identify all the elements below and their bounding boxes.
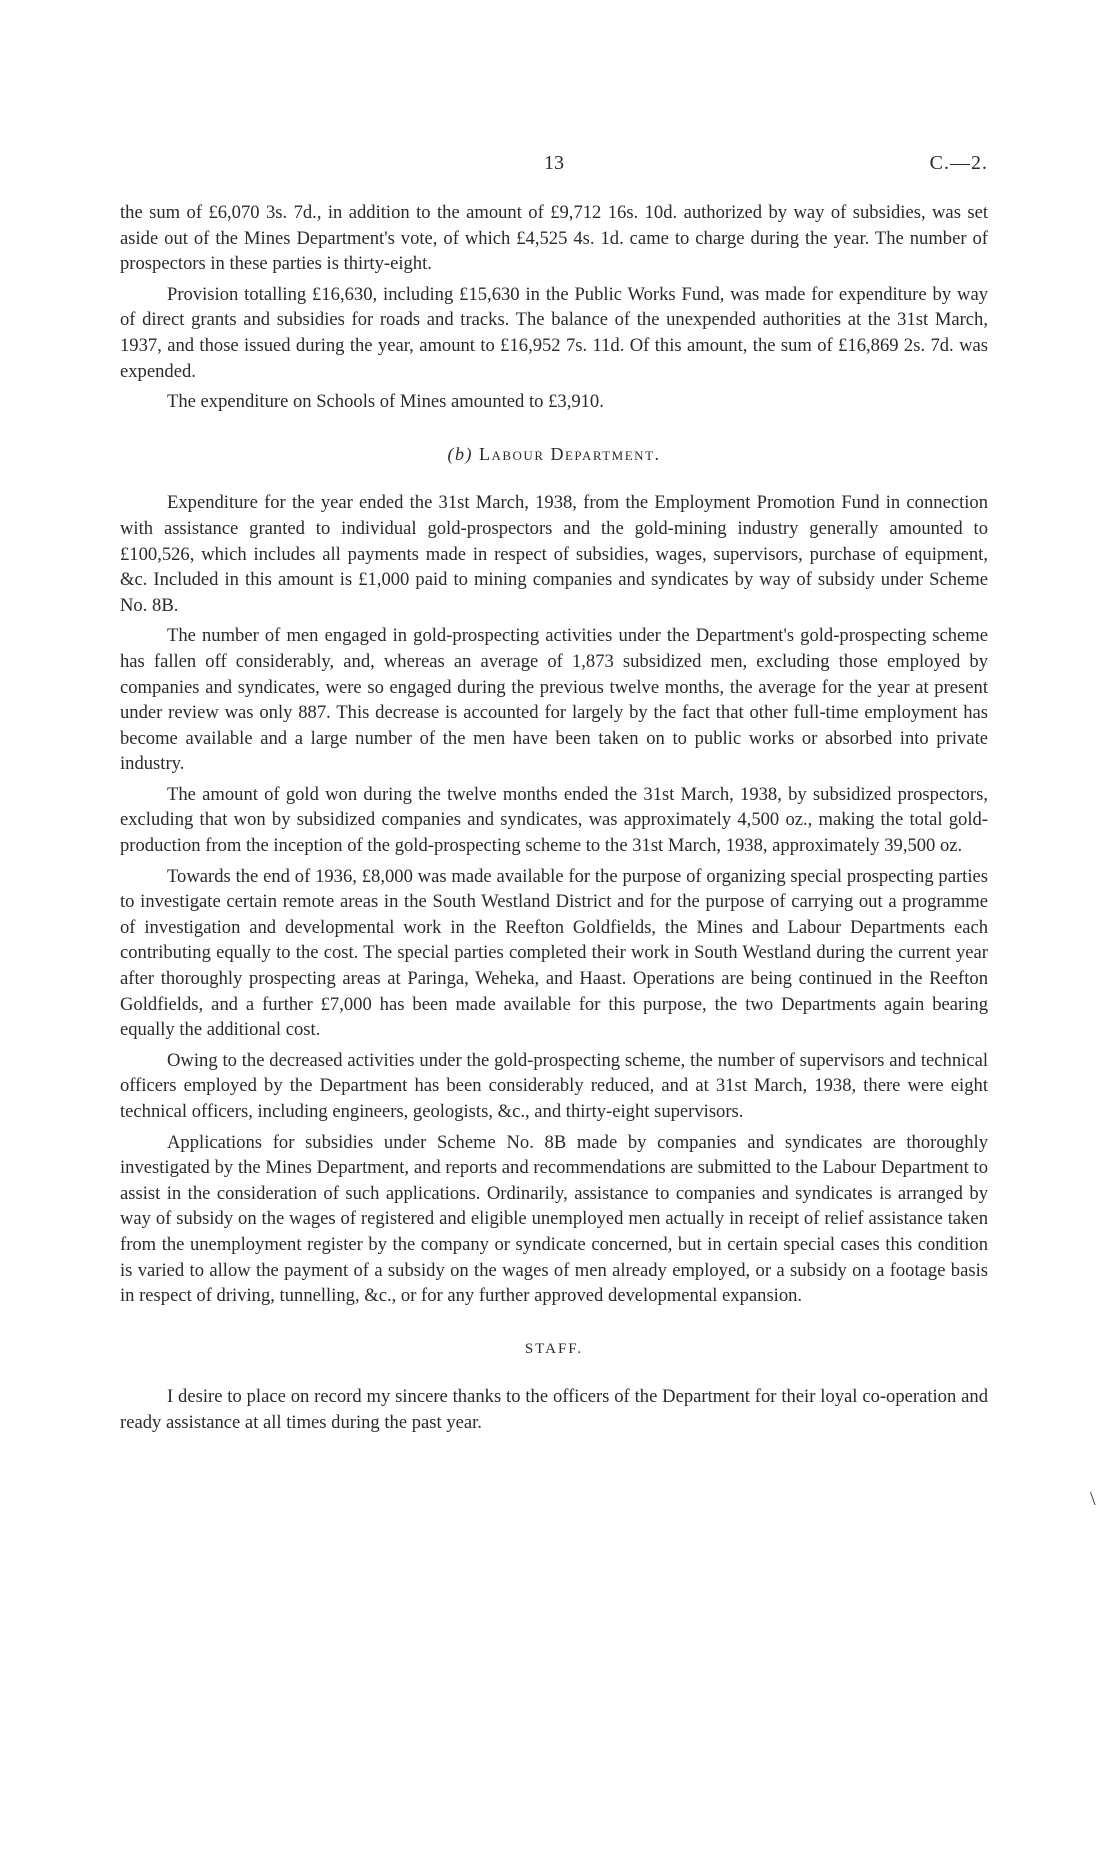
section-letter: (b) [447, 443, 473, 464]
paragraph-supervisors: Owing to the decreased activities under the gold-prospecting scheme, the number of supervisors and technical officers employed by the Department has been considerably reduced, and at 31st March, 1938, there were eight technical officers, including engineers, geologists, &c., and thirty-eight supervisors. [120, 1049, 988, 1122]
paragraph-special-parties: Towards the end of 1936, £8,000 was made available for the purpose of organizing special prospecting parties to investigate certain remote areas in the South Westland District and for the purpose of carrying out a programme of investigation and developmental work in the Reefton Goldfields, the Mines and Labour Departments each contributing equally to the cost. The special parties completed their work in South Westland during the current year after thoroughly prospecting areas at Paringa, Weheka, and Haast. Operations are being continued in the Reefton Goldfields, and a further £7,000 has been made available for this purpose, the two Departments again bearing equally the additional cost. [120, 865, 988, 1041]
paragraph-gold-won: The amount of gold won during the twelve months ended the 31st March, 1938, by subsidized prospectors, excluding that won by subsidized companies and syndicates, was approximately 4,500 oz., making the total gold-production from the inception of the gold-prospecting scheme to the 31st March, 1938, approximately 39,500 oz. [120, 783, 988, 857]
paragraph-men-engaged: The number of men engaged in gold-prospecting activities under the Department's gold-prospecting scheme has fallen off considerably, and, whereas an average of 1,873 subsidized men, excluding those employed by companies and syndicates, were so engaged during the previous twelve months, the average for the year at present under review was only 887. This decrease is accounted for largely by the fact that other full-time employment has become available and a large number of the men have been taken on to public works or absorbed into private industry. [120, 625, 988, 775]
section-heading-staff: STAFF. [524, 1340, 584, 1357]
section-heading-labour [120, 442, 988, 468]
paragraph-expenditure: Expenditure for the year ended the 31st March, 1938, from the Employment Promotion Fund in connection with assistance granted to individual gold-prospectors and the gold-mining industry generally amounted to £100,526, which includes all payments made in respect of subsidies, wages, supervisors, purchase of equipment, &c. Included in this amount is £1,000 paid to mining companies and syndicates by way of subsidy under Scheme No. 8B. [120, 492, 988, 616]
document-reference: C.—2. [929, 152, 988, 174]
page-header [120, 152, 988, 182]
paragraph-schools-of-mines: The expenditure on Schools of Mines amounted to £3,910. [167, 391, 604, 413]
page-number: 13 [544, 152, 564, 174]
paragraph-roads-tracks: Provision totalling £16,630, including £15,630 in the Public Works Fund, was made for expenditure by way of direct grants and subsidies for roads and tracks. The balance of the unexpended authorities at the 31st March, 1937, and those issued during the year, amount to £16,952 7s. 11d. Of this amount, the sum of £16,869 2s. 7d. was expended. [120, 283, 988, 382]
paragraph-staff-thanks: I desire to place on record my sincere thanks to the officers of the Department for their loyal co-operation and ready assistance at all times during the past year. [120, 1386, 988, 1433]
margin-mark: \ [1090, 1488, 1096, 1510]
body-text [120, 200, 988, 1441]
section-title: Labour Department. [478, 443, 661, 464]
paragraph-applications: Applications for subsidies under Scheme No. 8B made by companies and syndicates are thoroughly investigated by the Mines Department, and reports and recommendations are submitted to the Labour Department to assist in the consideration of such applications. Ordinarily, assistance to companies and syndicates is arranged by way of subsidy on the wages of registered and eligible unemployed men actually in receipt of relief assistance taken from the unemployment register by the company or syndicate concerned, but in certain special cases this condition is varied to allow the payment of a subsidy on the wages of men already employed, or a subsidy on a footage basis in respect of driving, tunnelling, &c., or for any further approved developmental expansion. [120, 1131, 988, 1307]
paragraph-continued: the sum of £6,070 3s. 7d., in addition to the amount of £9,712 16s. 10d. authorized by way of subsidies, was set aside out of the Mines Department's vote, of which £4,525 4s. 1d. came to charge during the year. The number of prospectors in these parties is thirty-eight. [120, 202, 988, 275]
